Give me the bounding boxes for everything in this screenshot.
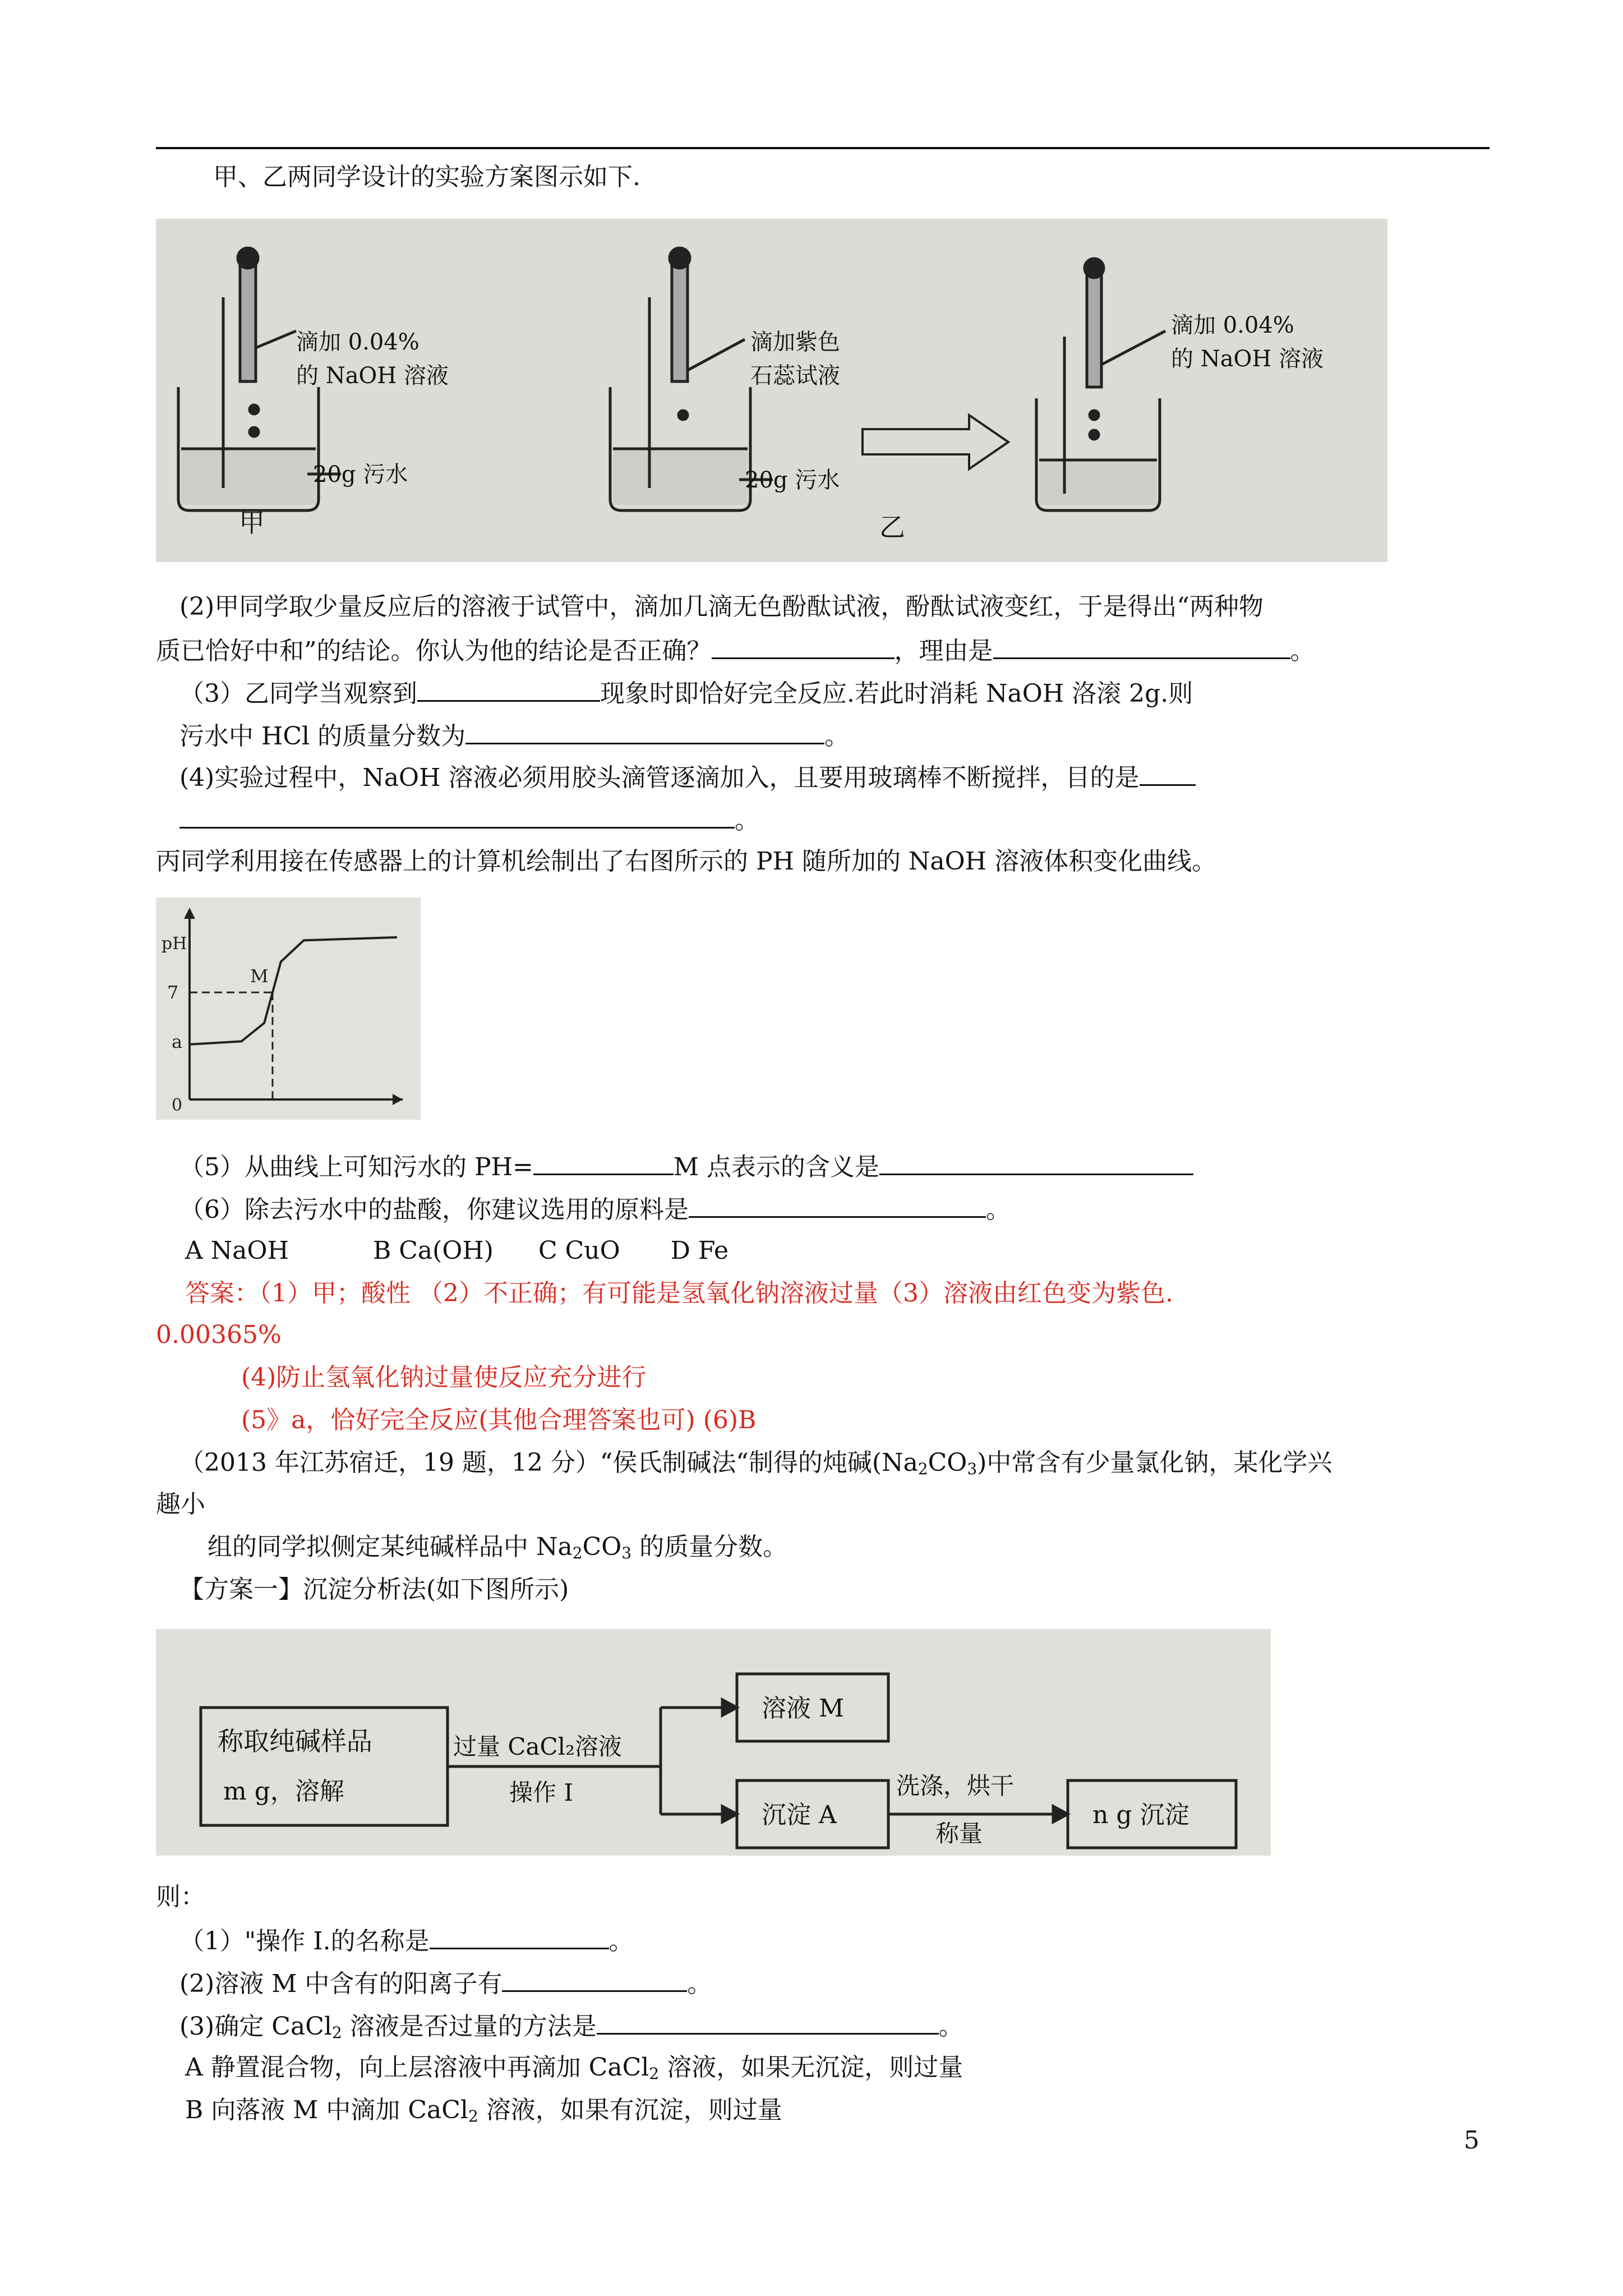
- y-tick-7: 7: [167, 982, 179, 1004]
- y-tick-0: 0: [172, 1096, 183, 1115]
- sq2-text-a: (2)溶液 M 中含有的阳离子有: [179, 1970, 502, 1998]
- jia-drop-label-2: 的 NaOH 溶液: [296, 363, 449, 389]
- problem2-line1: [179, 1446, 1332, 1480]
- problem2-line2: 趣小: [156, 1490, 205, 1519]
- opt-a-sub: 2: [649, 2064, 660, 2083]
- sq2-text-b: 。: [687, 1970, 712, 1998]
- arrow1-label-2: 操作 I: [509, 1779, 573, 1806]
- yi-drop-label-1: 滴加紫色: [750, 329, 840, 355]
- q4-text-a: (4)实验过程中，NaOH 溶液必须用胶头滴管逐滴加入，且要用玻璃棒不断搅拌，目的是: [179, 763, 1140, 792]
- answer-line2: 0.00365%: [156, 1320, 282, 1349]
- q6-line: [179, 1191, 1011, 1227]
- sq3-text-c: 。: [938, 2012, 963, 2041]
- opt-b-text-a: B 向落液 M 中滴加 CaCl: [185, 2096, 468, 2124]
- point-m-label: M: [250, 965, 269, 987]
- experiment-figure: [156, 219, 1387, 562]
- q6-text-b: 。: [986, 1195, 1011, 1224]
- flow-diagram: [156, 1629, 1271, 1856]
- jia-drop-label-1: 滴加 0.04%: [296, 329, 419, 355]
- q5-text-a: （5）从曲线上可知污水的 PH=: [179, 1153, 533, 1181]
- q2-line2: [156, 633, 1315, 668]
- q2-answer-blank-1[interactable]: [712, 633, 895, 659]
- header-rule: [156, 147, 1490, 149]
- x-axis-arrow: [393, 1094, 403, 1105]
- option-d: D Fe: [670, 1236, 729, 1265]
- q5-answer-blank-2[interactable]: [879, 1149, 1193, 1175]
- arrow1-label-1: 过量 CaCl₂溶液: [453, 1733, 622, 1760]
- q2-text-a: 质已恰好中和”的结论。你认为他的结论是否正确？: [156, 637, 712, 665]
- problem2-text-e: CO: [582, 1533, 622, 1561]
- problem2-sub-4: 3: [621, 1544, 632, 1562]
- sq2-answer-blank[interactable]: [502, 1966, 687, 1992]
- yi-drop2-label-1: 滴加 0.04%: [1171, 312, 1294, 338]
- sq1-answer-blank[interactable]: [430, 1923, 609, 1949]
- sq2-line: [179, 1966, 712, 2001]
- plan1-heading: 【方案一】沉淀分析法(如下图所示): [179, 1575, 569, 1604]
- option-c: C CuO: [538, 1236, 620, 1265]
- yi-drop2-label-2: 的 NaOH 溶液: [1171, 346, 1324, 372]
- q3-text-b: 现象时即恰好完全反应.若此时消耗 NaOH 洛滚 2g.则: [600, 679, 1193, 708]
- ph-chart: [156, 898, 421, 1120]
- sq3-text-a: (3)确定 CaCl: [179, 2012, 332, 2041]
- sq3-answer-blank[interactable]: [597, 2008, 939, 2035]
- box-sample-line2: m g，溶解: [223, 1777, 344, 1806]
- problem2-text-d: 组的同学拟侧定某纯碱样品中 Na: [208, 1533, 573, 1561]
- q2-answer-blank-2[interactable]: [993, 633, 1290, 659]
- opt-b-line: [185, 2093, 782, 2127]
- sq3-sub: 2: [331, 2023, 342, 2042]
- y-axis-label: pH: [162, 934, 187, 954]
- intro-text: 甲、乙两同学设计的实验方案图示如下.: [213, 163, 640, 191]
- box-m-label: 溶液 M: [762, 1694, 845, 1723]
- problem2-text-f: 的质量分数。: [631, 1533, 788, 1561]
- problem2-text-b: CO: [928, 1448, 967, 1477]
- sq3-text-b: 溶液是否过量的方法是: [342, 2012, 597, 2041]
- yi-caption: 乙: [879, 512, 905, 542]
- q4-text-b: 。: [735, 806, 759, 835]
- q5-line: [179, 1149, 1193, 1184]
- q3-line2: [179, 718, 849, 753]
- answer-line3: (4)防止氢氧化钠过量使反应充分进行: [241, 1363, 647, 1392]
- yi-drop-label-2: 石蕊试液: [750, 363, 840, 389]
- arrow-shape: [863, 415, 1008, 469]
- bing-text: 丙同学利用接在传感器上的计算机绘制出了右图所示的 PH 随所加的 NaOH 溶液体积变化曲线。: [156, 847, 1217, 876]
- q3-text-d: 。: [824, 722, 850, 751]
- problem2-text-a: （2013 年江苏宿迁，19 题，12 分）“侯氏制碱法“制得的炖碱(Na: [179, 1448, 918, 1477]
- q3-line1: [179, 675, 1193, 711]
- q4-answer-blank-1[interactable]: [1140, 760, 1196, 786]
- arrow2-label-2: 称量: [935, 1820, 983, 1847]
- answer-line1: 答案：（1）甲；酸性 （2）不正确；有可能是氢氧化钠溶液过量（3）溶液由红色变为紫色.: [185, 1279, 1173, 1308]
- problem2-sub-1: 2: [917, 1460, 928, 1478]
- dropper-yi-1: [672, 264, 688, 381]
- ph-curve: [190, 937, 397, 1045]
- box-n-label: n g 沉淀: [1092, 1801, 1189, 1829]
- q4-answer-blank-2[interactable]: [179, 802, 735, 829]
- dropper-yi-2: [1087, 275, 1101, 387]
- problem2-text-c: )中常含有少量氯化钠，某化学兴: [977, 1448, 1332, 1477]
- problem2-sub-2: 3: [967, 1460, 978, 1478]
- sq1-text-a: （1）"操作 I.的名称是: [179, 1927, 430, 1955]
- y-tick-a: a: [172, 1030, 183, 1052]
- yi-sample-label: 20g 污水: [745, 467, 840, 493]
- q5-text-b: M 点表示的含义是: [673, 1153, 879, 1181]
- option-b: B Ca(OH): [372, 1236, 494, 1265]
- jia-caption: 甲: [239, 508, 265, 538]
- opt-a-text-b: 溶液，如果无沉淀，则过量: [659, 2053, 963, 2082]
- sq1-line: [179, 1923, 634, 1958]
- q2-text-b: ，理由是: [894, 637, 993, 665]
- opt-a-text-a: A 静置混合物，向上层溶液中再滴加 CaCl: [185, 2053, 649, 2082]
- q3-answer-blank-2[interactable]: [465, 718, 824, 744]
- q6-answer-blank[interactable]: [689, 1191, 986, 1218]
- arrow2-label-1: 洗涤，烘干: [896, 1772, 1015, 1800]
- problem2-line3: [208, 1530, 787, 1564]
- problem2-sub-3: 2: [572, 1544, 583, 1562]
- jia-sample-label: 20g 污水: [313, 462, 408, 487]
- q4-line1: [179, 760, 1196, 795]
- q3-text-a: （3）乙同学当观察到: [179, 679, 417, 708]
- q2-text-c: 。: [1290, 637, 1315, 665]
- q4-line2: [179, 802, 759, 838]
- opt-b-sub: 2: [468, 2107, 478, 2125]
- q3-text-c: 污水中 HCl 的质量分数为: [179, 722, 466, 751]
- q5-answer-blank-1[interactable]: [533, 1149, 674, 1175]
- page-number: 5: [1464, 2126, 1479, 2155]
- q2-line1: (2)甲同学取少量反应后的溶液于试管中，滴加几滴无色酚酞试液，酚酞试液变红，于是得出“两种物: [179, 592, 1264, 621]
- dropper-jia: [240, 264, 256, 381]
- answer-line4: (5》a，恰好完全反应(其他合理答案也可) (6)B: [241, 1406, 757, 1434]
- sq1-text-b: 。: [608, 1927, 634, 1955]
- q6-text-a: （6）除去污水中的盐酸，你建议选用的原料是: [179, 1195, 689, 1224]
- option-a: A NaOH: [185, 1236, 289, 1265]
- ph-chart-svg: [156, 898, 421, 1120]
- opt-a-line: [185, 2051, 963, 2085]
- sq3-line: [179, 2008, 963, 2044]
- opt-b-text-b: 溶液，如果有沉淀，则过量: [478, 2096, 782, 2124]
- q6-options: [185, 1234, 728, 1268]
- then-text: 则：: [156, 1883, 205, 1911]
- q3-answer-blank-1[interactable]: [417, 675, 600, 702]
- box-sample-line1: 称取纯碱样品: [218, 1726, 372, 1756]
- box-a-label: 沉淀 A: [762, 1801, 837, 1829]
- y-axis-arrow: [184, 908, 195, 919]
